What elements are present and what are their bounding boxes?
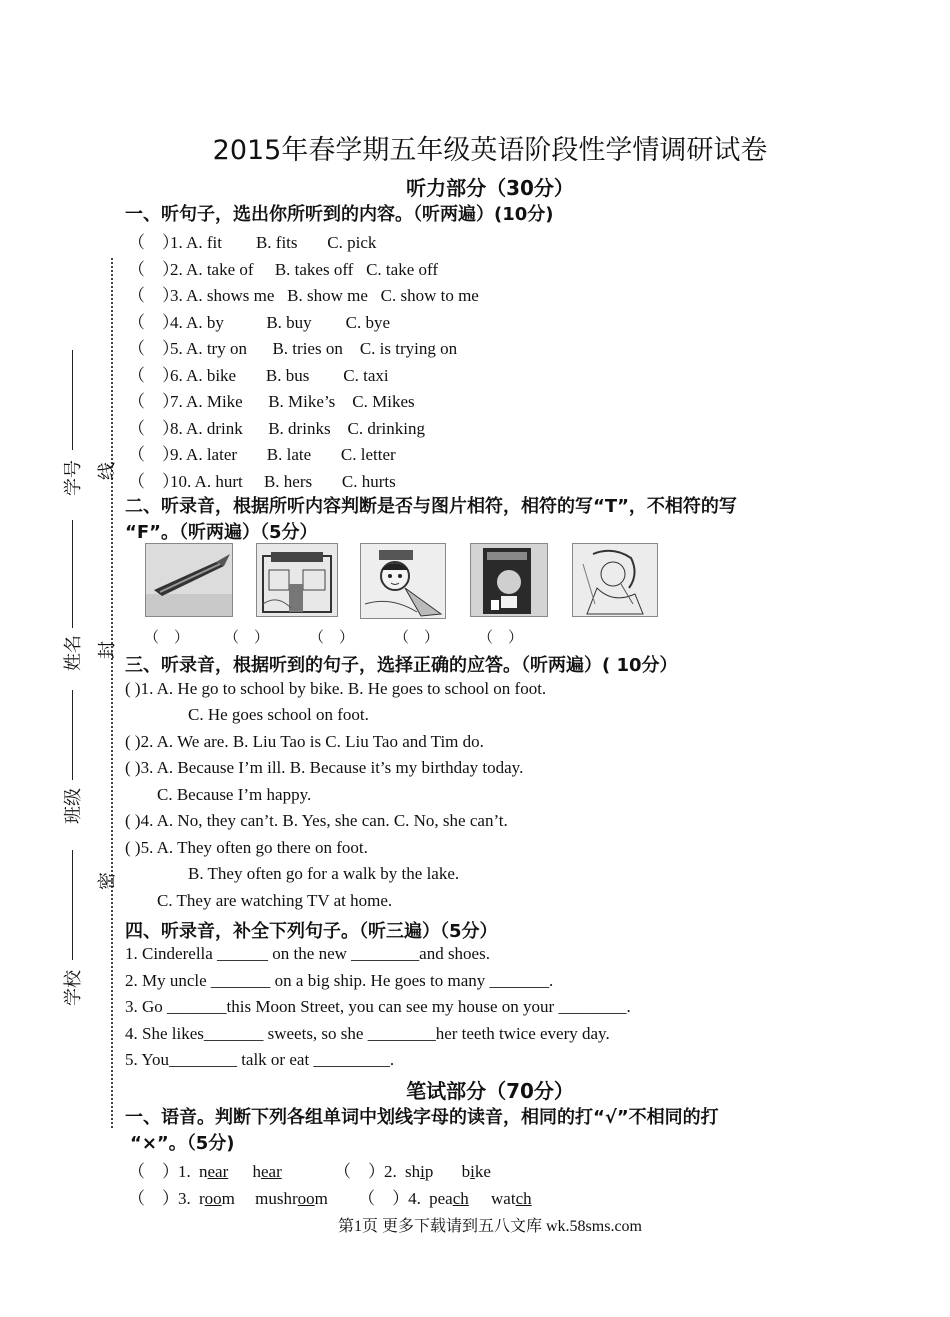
part4-heading: 四、听录音，补全下列句子。（听三遍）（5分）: [125, 921, 498, 942]
listening-section-header: 听力部分（30分）: [406, 176, 574, 200]
part3-line: C. Because I’m happy.: [157, 785, 312, 804]
question-text: 4. A. by B. buy C. bye: [170, 312, 391, 332]
answer-paren[interactable]: （ ）: [128, 365, 179, 385]
picture-answer-5[interactable]: （ ）: [478, 630, 524, 646]
part3-line: ( )1. A. He go to school by bike. B. He goes to school on foot.: [125, 679, 547, 698]
picture-answer-1[interactable]: （ ）: [144, 630, 190, 646]
part1-question-row: [128, 361, 389, 386]
phonics-word: near: [199, 1162, 229, 1181]
answer-paren[interactable]: （ ）: [358, 1189, 410, 1208]
shop-picture: [256, 543, 338, 617]
pen-picture: [145, 543, 233, 617]
part3-heading: 三、听录音，根据听到的句子，选择正确的应答。（听两遍）( 10分）: [125, 655, 678, 676]
answer-paren[interactable]: （ ）: [128, 286, 179, 305]
question-text: 3. A. shows me B. show me C. show to me: [170, 286, 479, 305]
part1-question-row: [128, 387, 415, 412]
book-picture: [470, 543, 548, 617]
student-no-blank: [72, 350, 73, 450]
exam-title: 2015年春学期五年级英语阶段性学情调研试卷: [212, 135, 768, 166]
page-footer: 第1页 更多下载请到五八文库 wk.58sms.com: [337, 1218, 642, 1235]
part4-line: 2. My uncle _______ on a big ship. He goes to many _______.: [125, 971, 554, 990]
seal-feng-label: 封: [97, 641, 118, 659]
part1-question-row: [128, 255, 438, 280]
class-blank: [72, 690, 73, 780]
margin-student-no-label: 学号: [63, 460, 84, 496]
part4-line: 3. Go _______this Moon Street, you can see my house on your ________.: [125, 997, 631, 1016]
binding-dotted-line: [111, 258, 113, 1128]
answer-paren[interactable]: （ ）: [128, 471, 179, 491]
written1-heading-line1: 一、语音。判断下列各组单词中划线字母的读音，相同的打“√”不相同的打: [125, 1107, 719, 1128]
part3-line: B. They often go for a walk by the lake.: [188, 864, 460, 883]
part1-question-row: [128, 334, 457, 359]
answer-paren[interactable]: （ ）: [128, 312, 179, 332]
part3-line: ( )2. A. We are. B. Liu Tao is C. Liu Tao and Tim do.: [125, 732, 484, 751]
school-blank: [72, 850, 73, 960]
name-blank: [72, 520, 73, 628]
question-text: 8. A. drink B. drinks C. drinking: [170, 418, 426, 438]
sketch-picture: [572, 543, 658, 617]
answer-paren[interactable]: （ ）: [128, 1162, 179, 1181]
phonics-word: bike: [461, 1162, 491, 1181]
margin-school-label: 学校: [63, 970, 84, 1006]
answer-paren[interactable]: （ ）: [128, 418, 179, 438]
part1-question-row: [128, 440, 396, 465]
answer-paren[interactable]: （ ）: [334, 1162, 386, 1181]
phonics-row-2: （ ）3. room mushroom （ ）4. peach watch: [128, 1184, 532, 1209]
part4-line: 5. You________ talk or eat _________.: [125, 1050, 395, 1069]
sick-child-picture: [360, 543, 446, 619]
part1-question-row: [128, 467, 396, 492]
part3-line: C. They are watching TV at home.: [157, 891, 393, 910]
seal-mi-label: 密: [97, 872, 118, 890]
part2-heading-line1: 二、听录音，根据所听内容判断是否与图片相符，相符的写“T”，不相符的写: [125, 496, 737, 517]
answer-paren[interactable]: （ ）: [128, 233, 179, 252]
picture-answer-4[interactable]: （ ）: [394, 630, 440, 646]
question-text: 10. A. hurt B. hers C. hurts: [170, 471, 396, 491]
part4-line: 4. She likes_______ sweets, so she ________her teeth twice every day.: [125, 1024, 610, 1043]
question-text: 6. A. bike B. bus C. taxi: [170, 365, 389, 385]
picture-answer-3[interactable]: （ ）: [309, 630, 355, 646]
phonics-word: ship: [405, 1162, 434, 1181]
part3-line: ( )5. A. They often go there on foot.: [125, 838, 368, 857]
part2-heading-line2: “F”。（听两遍）（5分）: [125, 522, 318, 543]
answer-paren[interactable]: （ ）: [128, 339, 179, 358]
phonics-row-1: （ ）1. near hear （ ）2. ship bike: [128, 1157, 491, 1182]
part1-question-row: [128, 414, 425, 439]
answer-paren[interactable]: （ ）: [128, 392, 179, 411]
phonics-word: peach: [429, 1189, 469, 1208]
part1-question-row: [128, 308, 390, 333]
part3-line: ( )4. A. No, they can’t. B. Yes, she can. C. No, she can’t.: [125, 811, 508, 830]
phonics-word: watch: [491, 1189, 532, 1208]
phonics-word: hear: [252, 1162, 282, 1181]
question-text: 2. A. take of B. takes off C. take off: [170, 259, 439, 279]
written1-heading-line2: “×”。（5分): [130, 1133, 235, 1154]
part3-line: C. He goes school on foot.: [188, 705, 369, 724]
question-text: 5. A. try on B. tries on C. is trying on: [170, 339, 458, 358]
part1-heading: 一、听句子，选出你所听到的内容。（听两遍）(10分): [125, 204, 554, 225]
phonics-word: mushroom: [255, 1189, 328, 1208]
answer-paren[interactable]: （ ）: [128, 259, 179, 279]
margin-class-label: 班级: [63, 788, 84, 824]
question-text: 1. A. fit B. fits C. pick: [170, 233, 377, 252]
seal-line-label: 线: [97, 462, 118, 480]
writing-section-header: 笔试部分（70分）: [406, 1079, 574, 1103]
phonics-word: room: [199, 1189, 235, 1208]
part3-line: ( )3. A. Because I’m ill. B. Because it’s my birthday today.: [125, 758, 524, 777]
part1-question-row: [128, 228, 376, 253]
part1-question-row: [128, 281, 479, 306]
margin-name-label: 姓名: [63, 635, 84, 671]
picture-answer-2[interactable]: （ ）: [224, 630, 270, 646]
question-text: 7. A. Mike B. Mike’s C. Mikes: [170, 392, 415, 411]
answer-paren[interactable]: （ ）: [128, 445, 179, 464]
part4-line: 1. Cinderella ______ on the new ________and shoes.: [125, 944, 490, 963]
answer-paren[interactable]: （ ）: [128, 1189, 179, 1208]
question-text: 9. A. later B. late C. letter: [170, 445, 396, 464]
